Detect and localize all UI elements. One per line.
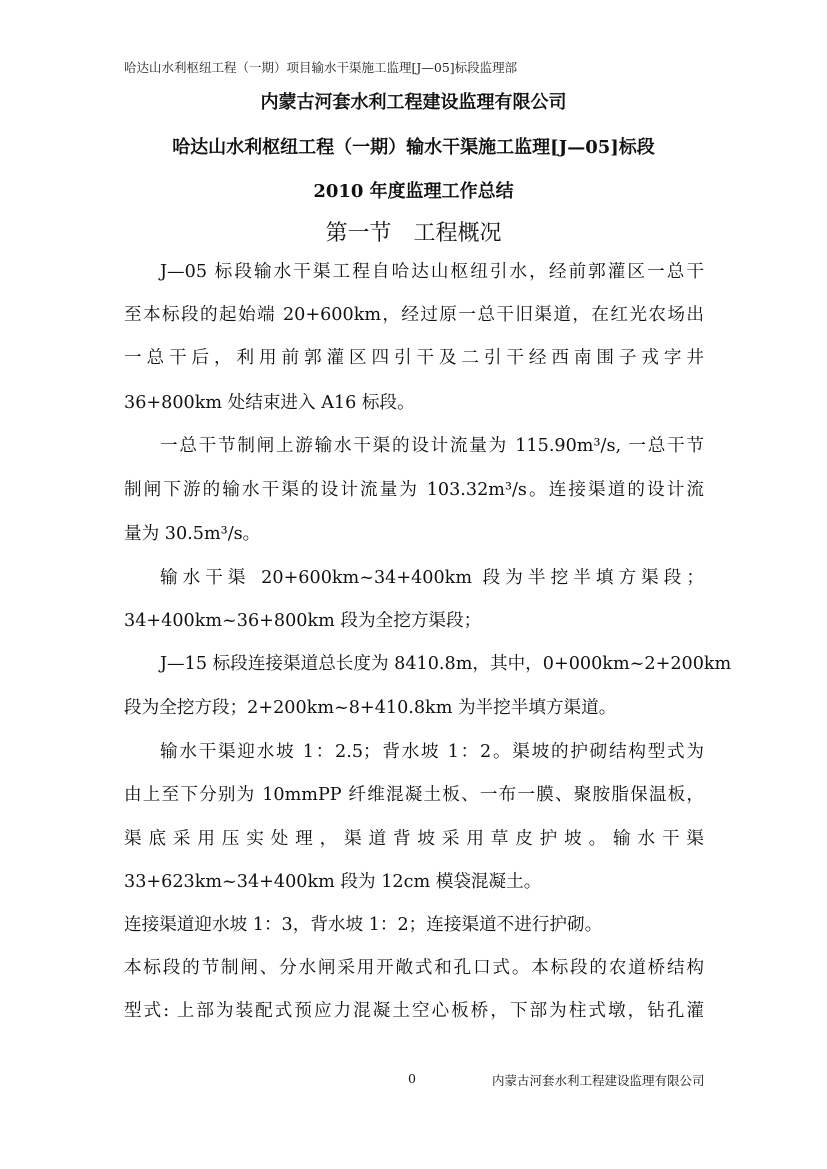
body-line: 本标段的节制闸、分水闸采用开敞式和孔口式。本标段的农道桥结构 (124, 958, 704, 978)
body-line: 渠底采用压实处理，渠道背坡采用草皮护坡。输水干渠 (124, 829, 704, 849)
body-line: 34+400km~36+800km 段为全挖方渠段； (124, 611, 482, 631)
report-title: 2010 年度监理工作总结 (313, 181, 514, 202)
section-heading: 第一节 工程概况 (325, 221, 502, 246)
body-line: 输水干渠 20+600km~34+400km 段为半挖半填方渠段； (160, 568, 704, 588)
body-line: 33+623km~34+400km 段为 12cm 模袋混凝土。 (124, 872, 542, 892)
body-line: 一总干节制闸上游输水干渠的设计流量为 115.90m³/s, 一总干节 (160, 436, 704, 456)
body-line: 制闸下游的输水干渠的设计流量为 103.32m³/s。连接渠道的设计流 (124, 480, 704, 500)
body-line: 输水干渠迎水坡 1：2.5；背水坡 1：2。渠坡的护砌结构型式为 (160, 742, 704, 762)
body-line: 段为全挖方段；2+200km~8+410.8km 为半挖半填方渠道。 (124, 698, 617, 718)
running-header: 哈达山水利枢纽工程（一期）项目输水干渠施工监理[J—05]标段监理部 (124, 60, 518, 75)
company-title: 内蒙古河套水利工程建设监理有限公司 (260, 92, 567, 113)
body-line: 36+800km 处结束进入 A16 标段。 (124, 393, 415, 413)
body-line: 一总干后，利用前郭灌区四引干及二引干经西南围子戎字井 (124, 348, 704, 368)
body-line: J—05 标段输水干渠工程自哈达山枢纽引水，经前郭灌区一总干 (160, 262, 704, 282)
body-line: 由上至下分别为 10mmPP 纤维混凝土板、一布一膜、聚胺脂保温板， (124, 785, 704, 805)
page-number: 0 (408, 1071, 416, 1086)
project-title: 哈达山水利枢纽工程（一期）输水干渠施工监理[J—05]标段 (172, 137, 655, 158)
body-line: 连接渠道迎水坡 1：3，背水坡 1：2；连接渠道不进行护砌。 (124, 915, 603, 935)
body-line: 型式: 上部为装配式预应力混凝土空心板桥，下部为柱式墩，钻孔灌 (124, 1001, 704, 1021)
body-line: J—15 标段连接渠道总长度为 8410.8m，其中，0+000km~2+200km (160, 654, 732, 674)
body-line: 至本标段的起始端 20+600km，经过原一总干旧渠道，在红光农场出 (124, 305, 704, 325)
footer-organization: 内蒙古河套水利工程建设监理有限公司 (492, 1073, 705, 1088)
body-line: 量为 30.5m³/s。 (124, 524, 261, 544)
